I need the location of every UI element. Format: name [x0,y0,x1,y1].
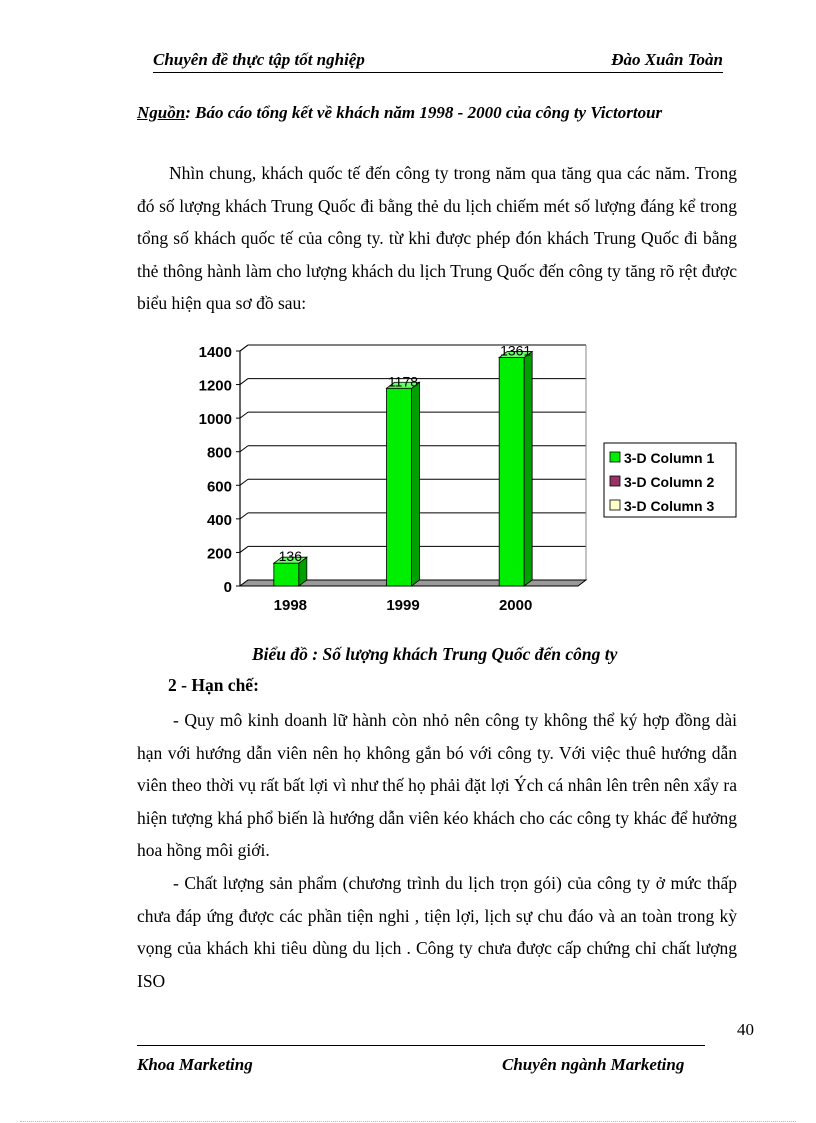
bar-side-2000 [524,352,532,586]
page-bottom-border [20,1121,796,1122]
bar-2000 [499,358,524,586]
grid-line-depth [240,379,248,385]
y-tick-label: 800 [206,444,232,462]
legend-entry: 3-D Column 3 [624,498,715,514]
source-label: Nguồn [137,103,186,122]
chart-caption: Biểu đồ : Số lượng khách Trung Quốc đến công ty [252,644,618,664]
source-text: : Báo cáo tổng kết về khách năm 1998 - 2000 của công ty Victortour [185,103,663,122]
footer-rule [137,1045,705,1046]
data-label-2000: 1361 [500,342,532,359]
footer-major: Chuyên ngành Marketing [502,1055,685,1074]
paragraph-limitation-2: - Chất lượng sản phẩm (chương trình du lịch trọn gói) của công ty ở mức thấp chưa đáp ứng được các phần tiện nghi , tiện lợi, lịch sự chu đáo và an toàn trong kỳ vọng của khách khi tiêu dùng du lịch . Công ty chưa được cấp chứng chỉ chất lượng ISO [137,873,737,991]
header-author: Đào Xuân Toàn [611,50,723,69]
page-number: 40 [737,1020,754,1039]
page-header [153,50,723,73]
x-tick-label-1999: 1999 [386,597,420,614]
source-note [137,97,737,129]
y-tick-label: 400 [206,511,232,529]
bar-side-1999 [412,382,420,586]
bar-1999 [387,388,412,586]
grid-line-depth [240,412,248,418]
legend-swatch [610,476,620,486]
paragraph-limitation-1: - Quy mô kinh doanh lữ hành còn nhỏ nên công ty không thể ký hợp đồng dài hạn với hướng dẫn viên nên họ không gắn bó với công ty. Với việc thuê hướng dẫn viên theo thời vụ rất bất lợi vì như thế họ phải đặt lợi Ých cá nhân lên trên nên xẩy ra hiện tượng khá phổ biến là hướng dẫn viên kéo khách cho các công ty khác để hưởng hoa hồng môi giới. [137,710,737,860]
legend-entry: 3-D Column 1 [624,450,715,466]
y-tick-label: 1000 [198,411,232,429]
grid-line-depth [240,546,248,552]
paragraph-intro: Nhìn chung, khách quốc tế đến công ty trong năm qua tăng qua các năm. Trong đó số lượng khách Trung Quốc đi bằng thẻ du lịch chiếm mét số lượng đáng kể trong tổng số khách quốc tế của công ty. từ khi được phép đón khách Trung Quốc đi bằng thẻ thông hành làm cho lượng khách du lịch Trung Quốc đến công ty tăng rõ rệt được biểu hiện qua sơ đồ sau: [137,163,737,313]
y-tick-label: 1400 [198,344,232,361]
grid-line-depth [240,446,248,452]
bar-1998 [274,563,299,586]
grid-line-depth [240,479,248,485]
section-title: 2 - Hạn chế: [168,675,259,695]
y-tick-label: 200 [206,545,232,563]
header-left-title: Chuyên đề thực tập tốt nghiệp [153,50,365,69]
y-tick-label: 0 [223,579,232,596]
data-label-1998: 136 [278,548,303,565]
legend-swatch [610,452,620,462]
x-tick-label-1998: 1998 [273,597,308,614]
data-label-1999: 1178 [387,373,419,390]
legend-swatch [610,500,620,510]
bar-chart [180,333,750,623]
chart-labels [199,343,533,614]
grid-line-depth [240,513,248,519]
y-axis-depth [240,345,248,351]
y-tick-label: 1200 [198,377,232,395]
chart-legend [604,443,736,517]
footer-faculty: Khoa Marketing [137,1055,253,1074]
y-tick-label: 600 [206,478,232,496]
x-tick-label-2000: 2000 [498,597,533,614]
legend-entry: 3-D Column 2 [624,474,715,490]
